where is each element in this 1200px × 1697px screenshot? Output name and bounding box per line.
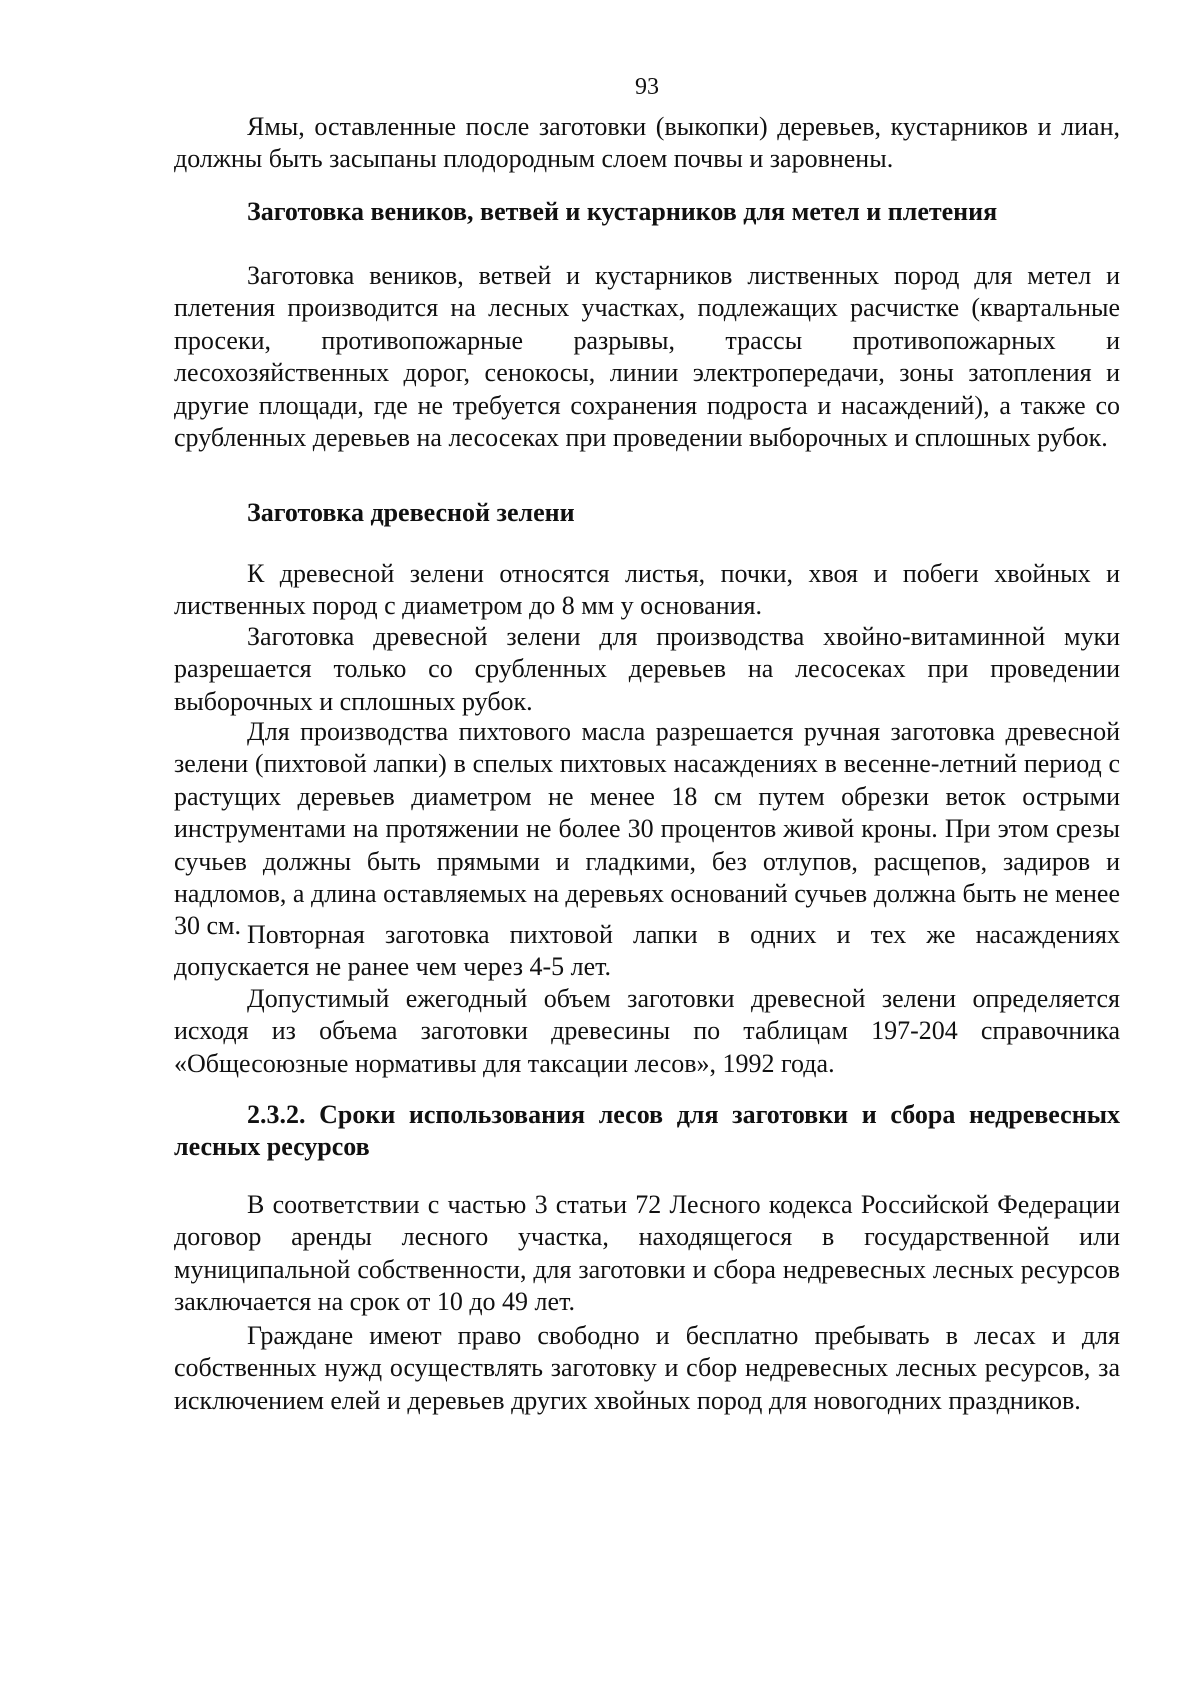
paragraph-terms-citizens: Граждане имеют право свободно и бесплатно пребывать в лесах и для собственных нужд осуществлять заготовку и сбор недревесных лесных ресурсов, за исключением елей и деревьев других хвойных пород для новогодних праздников. (174, 1321, 1120, 1415)
section-heading-2-3-2: 2.3.2. Сроки использования лесов для заготовки и сбора недревесных лесных ресурсов (174, 1100, 1120, 1162)
paragraph-greens-repeat: Повторная заготовка пихтовой лапки в одних и тех же насаждениях допускается не ранее чем через 4-5 лет. (174, 920, 1120, 982)
paragraph-greens-fir-oil: Для производства пихтового масла разрешается ручная заготовка древесной зелени (пихтовой лапки) в спелых пихтовых насаждениях в весенне-летний период с растущих деревьев диаметром не менее 18 см путем обрезки веток острыми инструментами на протяжении не более 30 процентов живой кроны. При этом срезы сучьев должны быть прямыми и гладкими, без отлупов, расщепов, задиров и надломов, а длина оставляемых на деревьях оснований сучьев должна быть не менее 30 см. (174, 717, 1120, 941)
paragraph-brooms: Заготовка веников, ветвей и кустарников лиственных пород для метел и плетения производится на лесных участках, подлежащих расчистке (квартальные просеки, противопожарные разрывы, трассы противопожарных и лесохозяйственных дорог, сенокосы, линии электропередачи, зоны затопления и другие площади, где не требуется сохранения подроста и насаждений), а также со срубленных деревьев на лесосеках при проведении выборочных и сплошных рубок. (174, 261, 1120, 453)
paragraph-greens-definition: К древесной зелени относятся листья, почки, хвоя и побеги хвойных и лиственных пород с диаметром до 8 мм у основания. (174, 559, 1120, 621)
paragraph-greens-vitamin-flour: Заготовка древесной зелени для производства хвойно-витаминной муки разрешается только со срубленных деревьев на лесосеках при проведении выборочных и сплошных рубок. (174, 622, 1120, 716)
paragraph-greens-volume: Допустимый ежегодный объем заготовки древесной зелени определяется исходя из объема заготовки древесины по таблицам 197-204 справочника «Общесоюзные нормативы для таксации лесов», 1992 года. (174, 984, 1120, 1078)
heading-brooms: Заготовка веников, ветвей и кустарников для метел и плетения (247, 197, 998, 226)
paragraph-pits: Ямы, оставленные после заготовки (выкопки) деревьев, кустарников и лиан, должны быть засыпаны плодородным слоем почвы и заровнены. (174, 112, 1120, 174)
paragraph-terms-lease: В соответствии с частью 3 статьи 72 Лесного кодекса Российской Федерации договор аренды лесного участка, находящегося в государственной или муниципальной собственности, для заготовки и сбора недревесных лесных ресурсов заключается на срок от 10 до 49 лет. (174, 1190, 1120, 1317)
heading-wood-greens: Заготовка древесной зелени (247, 498, 575, 527)
page-number: 93 (635, 74, 659, 100)
